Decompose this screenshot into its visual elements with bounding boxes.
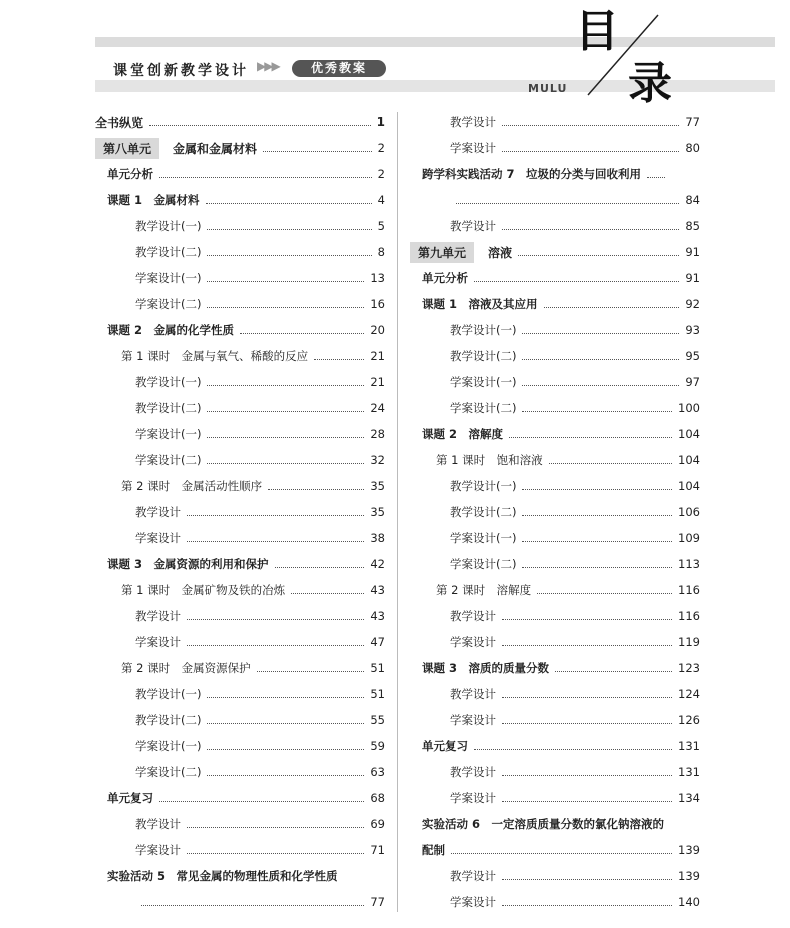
leader-dots [207,697,364,698]
toc-entry[interactable] [410,632,700,652]
toc-entry[interactable] [410,242,700,262]
toc-entry-title: 教学设计 [135,609,181,623]
leader-dots [509,437,672,438]
toc-entry[interactable] [95,424,385,444]
leader-dots [502,125,679,126]
toc-entry-title: 教学设计(二) [450,505,517,519]
toc-entry[interactable] [410,528,700,548]
toc-entry-page: 24 [370,401,385,415]
toc-entry-title: 教学设计(二) [450,349,517,363]
toc-entry[interactable] [410,814,700,834]
toc-entry-page: 69 [370,817,385,831]
leader-dots [522,411,672,412]
toc-entry-title: 学案设计 [450,141,496,155]
leader-dots [207,255,371,256]
toc-entry-title: 教学设计(一) [135,375,202,389]
toc-entry-title: 第 1 课时 金属与氧气、稀酸的反应 [121,349,309,363]
toc-entry[interactable] [95,866,385,886]
toc-entry-page: 97 [685,375,700,389]
leader-dots [207,385,364,386]
toc-entry-page: 21 [370,349,385,363]
toc-entry-title: 课题 3 金属资源的利用和保护 [107,557,269,571]
toc-entry-page: 5 [377,219,385,233]
toc-entry-page: 100 [678,401,700,415]
leader-dots [141,905,364,906]
toc-entry[interactable] [95,554,385,574]
toc-entry-title: 实验活动 5 常见金属的物理性质和化学性质 [107,869,338,883]
leader-dots [502,645,672,646]
toc-entry-title: 第 1 课时 饱和溶液 [436,453,543,467]
toc-entry[interactable] [410,450,700,470]
toc-entry[interactable] [95,658,385,678]
leader-dots [207,307,364,308]
toc-entry-page: 126 [678,713,700,727]
toc-entry-title: 实验活动 6 一定溶质质量分数的氯化钠溶液的 [422,817,665,831]
toc-entry[interactable] [410,372,700,392]
toc-entry-page: 55 [370,713,385,727]
leader-dots [502,905,672,906]
toc-entry-page: 77 [685,115,700,129]
leader-dots [502,879,672,880]
leader-dots [522,489,672,490]
toc-entry-page: 35 [370,479,385,493]
leader-dots [522,515,672,516]
toc-entry-page: 42 [370,557,385,571]
leader-dots [187,541,364,542]
toc-entry[interactable] [95,190,385,210]
toc-entry-title: 第 2 课时 金属活动性顺序 [121,479,263,493]
toc-entry-page: 95 [685,349,700,363]
toc-entry[interactable] [410,320,700,340]
toc-entry-page: 91 [685,245,700,259]
toc-entry-page: 109 [678,531,700,545]
toc-entry-title: 教学设计(一) [135,219,202,233]
column-divider [397,112,398,912]
toc-entry-page: 38 [370,531,385,545]
leader-dots [207,281,364,282]
toc-entry-title: 第八单元 [95,138,159,159]
toc-entry-title: 学案设计 [450,713,496,727]
toc-entry-page: 32 [370,453,385,467]
toc-entry[interactable] [95,138,385,158]
toc-entry-title: 课题 1 金属材料 [107,193,200,207]
toc-entry-title: 教学设计 [450,869,496,883]
toc-entry[interactable] [95,372,385,392]
toc-entry-page: 1 [376,115,385,129]
toc-entry[interactable] [410,658,700,678]
toc-entry[interactable] [410,580,700,600]
toc-entry[interactable] [410,112,700,132]
title-pinyin: MULU [528,82,568,95]
toc-entry-title: 教学设计(一) [135,687,202,701]
leader-dots [207,229,371,230]
toc-entry[interactable] [410,164,700,184]
toc-entry-subtitle: 金属和金属材料 [173,141,258,156]
toc-entry[interactable] [95,294,385,314]
leader-dots [544,307,680,308]
toc-entry[interactable] [95,814,385,834]
toc-entry-page: 80 [685,141,700,155]
toc-entry-page: 59 [370,739,385,753]
toc-entry-title: 学案设计(一) [450,375,517,389]
toc-entry-title: 单元复习 [422,739,468,753]
toc-entry[interactable] [410,736,700,756]
toc-entry-page: 43 [370,583,385,597]
header-band [95,37,775,47]
series-title: 课堂创新教学设计 [113,63,249,79]
leader-dots [555,671,672,672]
toc-entry-title: 教学设计(二) [135,245,202,259]
leader-dots [207,437,364,438]
toc-entry[interactable] [410,554,700,574]
toc-entry-title: 第 2 课时 溶解度 [436,583,532,597]
toc-entry[interactable] [95,268,385,288]
title-char-mu: 目 [575,6,619,57]
toc-entry-title: 学案设计 [135,843,181,857]
leader-dots [257,671,365,672]
leader-dots [159,801,364,802]
toc-entry[interactable] [95,632,385,652]
toc-entry-subtitle: 溶液 [488,245,513,260]
toc-entry-page: 21 [370,375,385,389]
toc-entry-page: 51 [370,661,385,675]
leader-dots [474,749,672,750]
toc-entry[interactable] [410,476,700,496]
toc-entry-title: 教学设计(二) [135,401,202,415]
toc-entry[interactable] [410,788,700,808]
toc-entry-page: 47 [370,635,385,649]
toc-entry-title: 学案设计 [450,791,496,805]
toc-entry-title: 教学设计 [450,765,496,779]
toc-entry-page: 139 [678,843,700,857]
toc-entry[interactable] [410,892,700,912]
toc-entry-title: 第 2 课时 金属资源保护 [121,661,251,675]
leader-dots [502,229,679,230]
leader-dots [647,177,665,178]
toc-entry-title: 学案设计(二) [450,557,517,571]
toc-entry[interactable] [95,736,385,756]
toc-entry[interactable] [95,684,385,704]
leader-dots [207,723,364,724]
toc-entry-page: 104 [678,427,700,441]
leader-dots [207,749,364,750]
toc-entry-page: 131 [678,739,700,753]
toc-entry-page: 8 [377,245,385,259]
leader-dots [207,775,364,776]
toc-entry-page: 43 [370,609,385,623]
toc-entry-page: 13 [370,271,385,285]
toc-entry-page: 106 [678,505,700,519]
toc-entry[interactable] [95,320,385,340]
leader-dots [522,333,679,334]
toc-entry-page: 124 [678,687,700,701]
toc-entry[interactable] [410,762,700,782]
toc-entry-page: 104 [678,453,700,467]
toc-entry-title: 学案设计(一) [135,739,202,753]
toc-entry-page: 139 [678,869,700,883]
toc-entry[interactable] [95,398,385,418]
toc-entry-page: 91 [685,271,700,285]
leader-dots [474,281,679,282]
toc-entry-title: 学案设计(一) [135,271,202,285]
toc-entry-title: 课题 2 溶解度 [422,427,504,441]
leader-dots [456,203,679,204]
toc-entry-title: 学案设计(二) [450,401,517,415]
toc-entry-page: 63 [370,765,385,779]
toc-entry-page: 16 [370,297,385,311]
leader-dots [149,125,371,126]
leader-dots [522,385,679,386]
toc-entry[interactable] [410,502,700,522]
toc-entry-title: 第九单元 [410,242,474,263]
toc-entry[interactable] [95,606,385,626]
toc-entry-title: 第 1 课时 金属矿物及铁的冶炼 [121,583,286,597]
toc-entry[interactable] [410,710,700,730]
toc-entry[interactable] [95,502,385,522]
toc-entry-page: 104 [678,479,700,493]
toc-entry-title: 学案设计(二) [135,765,202,779]
leader-dots [518,255,679,256]
leader-dots [187,515,364,516]
toc-entry[interactable] [410,346,700,366]
toc-entry-title: 教学设计 [135,505,181,519]
toc-entry[interactable] [95,450,385,470]
toc-entry-title: 教学设计 [450,219,496,233]
toc-entry-page: 20 [370,323,385,337]
leader-dots [502,151,679,152]
header-line [95,80,775,92]
toc-entry-title: 单元分析 [107,167,153,181]
toc-entry[interactable] [95,112,385,132]
leader-dots [268,489,364,490]
toc-entry-page: 68 [370,791,385,805]
leader-dots [187,853,364,854]
leader-dots [502,697,672,698]
toc-entry[interactable] [95,528,385,548]
toc-entry-title: 学案设计 [450,635,496,649]
leader-dots [451,853,672,854]
leader-dots [240,333,364,334]
toc-entry-page: 2 [377,141,385,155]
toc-entry[interactable] [410,294,700,314]
toc-entry-title: 学案设计 [135,531,181,545]
leader-dots [206,203,372,204]
toc-entry-title: 配制 [422,843,445,857]
toc-entry-page: 71 [370,843,385,857]
toc-entry-title: 学案设计(一) [450,531,517,545]
leader-dots [275,567,365,568]
leader-dots [207,463,364,464]
toc-entry-title: 跨学科实践活动 7 垃圾的分类与回收利用 [422,167,642,181]
toc-entry[interactable] [95,216,385,236]
leader-dots [502,775,672,776]
title-char-lu: 录 [628,58,672,109]
leader-dots [263,151,372,152]
leader-dots [314,359,364,360]
toc-entry-page: 85 [685,219,700,233]
toc-entry[interactable] [95,762,385,782]
toc-entry[interactable] [410,190,700,210]
toc-entry-page: 140 [678,895,700,909]
toc-entry-title: 课题 2 金属的化学性质 [107,323,235,337]
toc-entry-page: 35 [370,505,385,519]
toc-entry[interactable] [95,840,385,860]
toc-entry-title: 学案设计(二) [135,297,202,311]
leader-dots [502,619,672,620]
leader-dots [549,463,672,464]
leader-dots [187,619,364,620]
toc-entry-page: 113 [678,557,700,571]
toc-entry-title: 学案设计(一) [135,427,202,441]
toc-entry[interactable] [95,710,385,730]
toc-entry[interactable] [410,398,700,418]
leader-dots [522,541,672,542]
toc-entry-page: 77 [370,895,385,909]
toc-entry[interactable] [95,346,385,366]
toc-entry-title: 单元分析 [422,271,468,285]
toc-entry[interactable] [95,788,385,808]
toc-entry[interactable] [410,684,700,704]
toc-entry[interactable] [95,580,385,600]
toc-entry-title: 教学设计 [135,817,181,831]
toc-entry[interactable] [410,138,700,158]
toc-entry-page: 134 [678,791,700,805]
toc-entry-title: 全书纵览 [95,115,144,130]
toc-entry-title: 教学设计(一) [450,323,517,337]
toc-entry-title: 教学设计(一) [450,479,517,493]
toc-entry-page: 51 [370,687,385,701]
toc-entry-title: 学案设计 [450,895,496,909]
toc-entry-page: 116 [678,609,700,623]
leader-dots [187,827,364,828]
toc-entry-title: 教学设计 [450,609,496,623]
leader-dots [187,645,364,646]
toc-entry-title: 课题 1 溶液及其应用 [422,297,538,311]
toc-entry[interactable] [410,606,700,626]
leader-dots [537,593,672,594]
arrow-icon: ▶▶▶ [257,59,279,73]
leader-dots [291,593,364,594]
toc-entry-title: 教学设计(二) [135,713,202,727]
toc-entry-page: 2 [377,167,385,181]
toc-entry[interactable] [410,268,700,288]
leader-dots [502,801,672,802]
toc-entry-title: 教学设计 [450,687,496,701]
toc-entry-title: 学案设计(二) [135,453,202,467]
leader-dots [522,567,672,568]
toc-entry-page: 28 [370,427,385,441]
toc-entry[interactable] [95,892,385,912]
toc-entry-title: 教学设计 [450,115,496,129]
leader-dots [502,723,672,724]
toc-entry[interactable] [410,840,700,860]
toc-entry-page: 123 [678,661,700,675]
toc-entry[interactable] [410,424,700,444]
toc-entry[interactable] [95,476,385,496]
toc-entry[interactable] [95,242,385,262]
toc-entry-page: 4 [377,193,385,207]
toc-entry-title: 课题 3 溶质的质量分数 [422,661,550,675]
toc-entry-page: 93 [685,323,700,337]
leader-dots [159,177,372,178]
toc-entry-title: 单元复习 [107,791,153,805]
leader-dots [207,411,364,412]
badge-label: 优秀教案 [292,60,386,77]
toc-entry-page: 116 [678,583,700,597]
toc-entry[interactable] [95,164,385,184]
toc-entry-page: 84 [685,193,700,207]
leader-dots [522,359,679,360]
toc-entry-page: 119 [678,635,700,649]
toc-entry[interactable] [410,216,700,236]
toc-entry-title: 学案设计 [135,635,181,649]
toc-entry-page: 92 [685,297,700,311]
toc-entry-page: 131 [678,765,700,779]
toc-entry[interactable] [410,866,700,886]
